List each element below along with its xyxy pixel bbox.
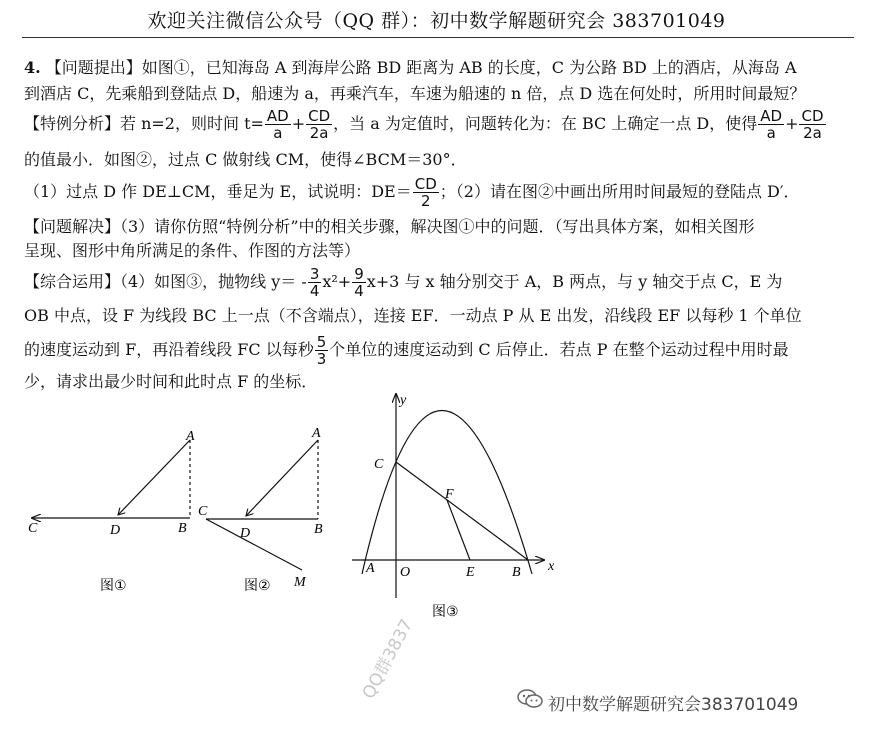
fig2-label-c: C: [198, 504, 208, 519]
fig1-label-b: B: [178, 521, 187, 536]
fraction-cd-2a: $\frac{CD}{2a}$: [308, 107, 331, 142]
fig1-label-a: A: [186, 429, 195, 444]
fig2-ray-cm: [206, 519, 302, 570]
fraction-cd-2a-2: $\frac{CD}{2a}$: [801, 107, 824, 142]
fig1-caption: 图①: [100, 578, 127, 594]
fraction-cd-2: $\frac{CD}{2}$: [414, 175, 437, 210]
fig3-segment-cb: [396, 462, 528, 560]
fig3-label-c: C: [374, 457, 384, 472]
fig2-label-b: B: [314, 522, 323, 537]
problem-line-2: 到酒店 C，先乘船到登陆点 D，船速为 a，再乘汽车，车速为船速的 n 倍，点 D 选在何处时，所用时间最短？: [24, 84, 806, 103]
fraction-3-4: $\frac{3}{4}$: [309, 265, 320, 300]
wechat-icon: [516, 688, 544, 710]
fig1-label-c: C: [28, 521, 38, 536]
problem-line-11: 少，请求出最少时间和此时点 F 的坐标．: [24, 372, 318, 391]
line-3-text-a: 【特例分析】若 n=2，则时间 t=: [24, 114, 264, 133]
problem-line-8: 【综合运用】（4）如图③，抛物线 y＝ - $\frac{3}{4}$ x²+ $\frac{9}{4}$ x+3 与 x 轴分别交于 A，B 两点，与 y 轴交于点 C，E 为: [24, 265, 783, 300]
fig3-label-y: y: [400, 393, 407, 408]
line-10-text-a: 的速度运动到 F，再沿着线段 FC 以每秒: [24, 340, 314, 359]
fig2-caption: 图②: [244, 578, 271, 594]
figure-1: [32, 440, 190, 518]
fig3-label-a: A: [366, 561, 375, 576]
fig3-caption: 图③: [432, 604, 459, 620]
line-10-text-b: 个单位的速度运动到 C 后停止．若点 P 在整个运动过程中用时最: [329, 340, 789, 359]
fraction-5-3: $\frac{5}{3}$: [316, 333, 327, 368]
fig2-segment-ad: [246, 440, 318, 516]
line-5-text-a: （1）过点 D 作 DE⊥CM，垂足为 E，试说明：DE＝: [24, 182, 412, 201]
fig3-label-e: E: [466, 565, 475, 580]
fig2-label-a: A: [312, 426, 321, 441]
line-3-text-b: ，当 a 为定值时，问题转化为：在 BC 上确定一点 D，使得: [333, 114, 758, 133]
line-8-text-a: 【综合运用】（4）如图③，抛物线 y＝ -: [24, 272, 307, 291]
problem-line-1-text: 【问题提出】如图①，已知海岛 A 到海岸公路 BD 距离为 AB 的长度，C 为公路 BD 上的酒店，从海岛 A: [45, 58, 797, 77]
figure-2: [206, 440, 318, 570]
fraction-ad-a-2: $\frac{AD}{a}$: [760, 107, 783, 142]
problem-line-6: 【问题解决】（3）请你仿照“特例分析”中的相关步骤，解决图①中的问题．（写出具体方案，如相关图形: [24, 217, 755, 236]
problem-line-4: 的值最小．如图②，过点 C 做射线 CM，使得∠BCM＝30°．: [24, 150, 467, 169]
fig1-segment-ad: [118, 440, 190, 515]
line-8-text-b: x+3 与 x 轴分别交于 A，B 两点，与 y 轴交于点 C，E 为: [366, 272, 783, 291]
fig3-label-b: B: [512, 565, 521, 580]
fig3-label-f: F: [445, 487, 454, 502]
fraction-ad-a: $\frac{AD}{a}$: [266, 107, 289, 142]
fig1-label-d: D: [110, 523, 121, 538]
fig2-label-m: M: [294, 575, 306, 590]
problem-line-9: OB 中点，设 F 为线段 BC 上一点（不含端点），连接 EF．一动点 P 从 E 出发，沿线段 EF 以每秒 1 个单位: [24, 306, 802, 325]
page-header: 欢迎关注微信公众号（QQ 群）：初中数学解题研究会 383701049: [147, 10, 726, 32]
fig3-label-x: x: [548, 559, 555, 574]
diagonal-watermark: QQ群3837: [358, 616, 418, 703]
line-5-text-b: ；（2）请在图②中画出所用时间最短的登陆点 D′．: [439, 182, 800, 201]
fig3-label-o: O: [400, 565, 411, 580]
problem-line-7: 呈现、图形中角所满足的条件、作图的方法等）: [24, 241, 361, 260]
problem-line-3: 【特例分析】若 n=2，则时间 t= $\frac{AD}{a}$ + $\frac{CD}{2a}$ ，当 a 为定值时，问题转化为：在 BC 上确定一点 D，使得 $\frac{AD}{a}$ + $\frac{CD}{2a}$: [24, 107, 824, 142]
fig2-label-d: D: [240, 526, 251, 541]
fraction-9-4: $\frac{9}{4}$: [354, 265, 364, 300]
watermark-text: 初中数学解题研究会383701049: [548, 695, 799, 715]
problem-number: 4.: [24, 58, 41, 77]
